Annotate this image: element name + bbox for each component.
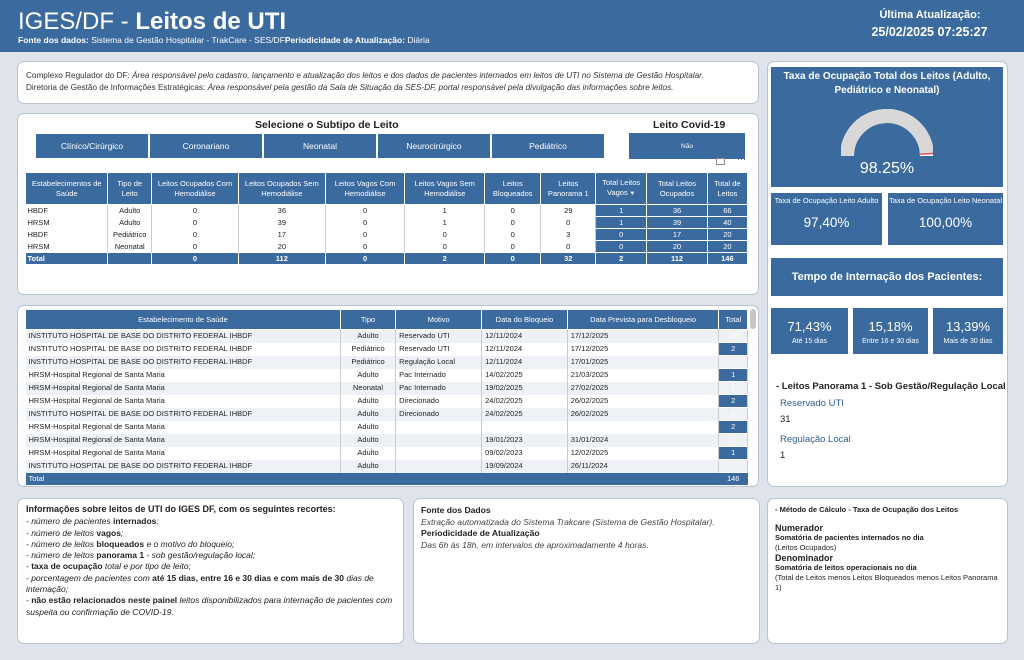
adult-occupancy-value: 97,40% <box>803 215 850 230</box>
table-cell: 20 <box>707 229 747 241</box>
beds-col-header[interactable]: Leitos Vagos Com Hemodiálise <box>325 173 405 205</box>
table-row <box>26 395 748 408</box>
stay-label: Mais de 30 dias <box>943 338 993 345</box>
table-cell: 0 <box>485 205 541 217</box>
stay-over-30-card <box>933 308 1003 354</box>
notes-text: internados <box>112 516 157 527</box>
blocked-col-header[interactable]: Estabelecimento de Saúde <box>26 310 341 330</box>
method-title: - Método de Cálculo - Taxa de Ocupação dos Leitos <box>775 505 959 514</box>
table-cell: HBDF <box>26 229 108 241</box>
beds-col-header[interactable]: Total Leitos Vagos ▼ <box>596 173 647 205</box>
table-cell: 0 <box>405 229 485 241</box>
table-row <box>26 229 748 241</box>
notes-title: Informações sobre leitos de UTI do IGES DF, com os seguintes recortes: <box>26 504 336 514</box>
blocked-col-header[interactable]: Total <box>719 310 748 330</box>
table-cell: 40 <box>707 217 747 229</box>
blocked-col-header[interactable]: Data do Bloqueio <box>482 310 568 330</box>
table-cell: 21/03/2025 <box>567 369 719 382</box>
table-cell: 3 <box>541 229 596 241</box>
table-cell <box>567 421 719 434</box>
table-row <box>26 408 748 421</box>
table-cell: 29 <box>541 205 596 217</box>
table-cell: Adulto <box>108 205 152 217</box>
notes-line <box>26 550 395 561</box>
neonatal-occupancy-card <box>888 193 1003 245</box>
table-row <box>26 421 748 434</box>
table-cell: 112 <box>647 253 708 265</box>
last-update-value: 25/02/2025 07:25:27 <box>871 25 988 39</box>
notes-text: - número de leitos <box>26 527 97 538</box>
table-cell: Adulto <box>340 330 395 343</box>
occupancy-gauge <box>841 100 933 160</box>
table-cell: 2 <box>405 253 485 265</box>
tab-pediatrico[interactable]: Pediátrico <box>491 133 605 159</box>
table-cell: 20 <box>647 241 708 253</box>
notes-text: - sob gestão/regulação local; <box>144 550 256 561</box>
table-cell: 0 <box>151 205 238 217</box>
table-cell: 2 <box>719 408 748 421</box>
table-cell: 19/01/2023 <box>482 434 568 447</box>
beds-col-header[interactable]: Leitos Ocupados Sem Hemodiálise <box>238 173 325 205</box>
numerator-sub: (Leitos Ocupados) <box>775 543 837 552</box>
panorama-reserved-value: 31 <box>780 414 791 425</box>
notes-text: - número de leitos <box>26 538 97 549</box>
table-cell: 36 <box>647 205 708 217</box>
total-occupancy-title: Taxa de Ocupação Total dos Leitos (Adulto, Pediátrico e Neonatal) <box>783 71 991 96</box>
table-cell: 17 <box>238 229 325 241</box>
table-row <box>26 460 748 473</box>
neonatal-occupancy-title: Taxa de Ocupação Leito Neonatal <box>889 196 1002 205</box>
table-cell: Neonatal <box>108 241 152 253</box>
table-cell: Adulto <box>340 421 395 434</box>
table-cell: INSTITUTO HOSPITAL DE BASE DO DISTRITO FEDERAL IHBDF <box>26 330 341 343</box>
neonatal-occupancy-value: 100,00% <box>918 215 973 230</box>
total-occupancy-value: 98.25% <box>859 160 915 177</box>
table-cell: INSTITUTO HOSPITAL DE BASE DO DISTRITO FEDERAL IHBDF <box>26 408 341 421</box>
notes-text: - número de pacientes <box>26 516 113 527</box>
covid-filter-button[interactable]: Não <box>629 133 745 159</box>
table-cell: 0 <box>325 253 405 265</box>
table-cell: 1 <box>719 369 748 382</box>
table-cell: Total <box>26 473 719 486</box>
last-update-label: Última Atualização: <box>879 9 981 21</box>
table-cell: 17/12/2025 <box>567 343 719 356</box>
table-cell: 2 <box>719 421 748 434</box>
subtype-selector-title: Selecione o Subtipo de Leito <box>255 119 399 131</box>
notes-line <box>26 595 395 618</box>
notes-text: bloqueados <box>96 538 145 549</box>
table-cell: 1 <box>596 217 647 229</box>
table-cell: 1 <box>719 434 748 447</box>
table-cell: 19/09/2024 <box>482 460 568 473</box>
denominator-text: Somatória de leitos operacionais no dia <box>775 563 917 572</box>
stay-time-title: Tempo de Internação dos Pacientes: <box>771 258 1003 296</box>
notes-line <box>26 539 395 550</box>
notes-text: panorama 1 <box>96 550 145 561</box>
table-cell: 0 <box>151 229 238 241</box>
table-cell: 0 <box>325 217 405 229</box>
table-cell <box>396 447 482 460</box>
more-options-icon[interactable]: ··· <box>737 154 746 164</box>
tab-neurocirurgico[interactable]: Neurocirúrgico <box>377 133 491 159</box>
notes-text: - número de leitos <box>26 550 97 561</box>
beds-col-header[interactable]: Total de Leitos <box>707 173 747 205</box>
source-card <box>413 498 760 644</box>
table-cell: Adulto <box>340 395 395 408</box>
table-cell: 1 <box>719 356 748 369</box>
table-cell: 146 <box>707 253 747 265</box>
table-total-row <box>26 253 748 265</box>
adult-occupancy-card <box>771 193 882 245</box>
notes-text: total e por tipo de leito; <box>102 561 191 572</box>
info-box: Complexo Regulador do DF: Área responsável pelo cadastro, lançamento e atualização dos leitos e dos dados de pacientes internados em leitos de UTI no Sistema de Gestão Hospitalar. Diretoria de Gestão de Informações Estratégicas: Área responsável pela gestão da Sala de Situação da SES-DF, portal responsável pela divulgação das informações sobre leitos. <box>17 61 759 104</box>
table-cell: 0 <box>151 253 238 265</box>
notes-card <box>17 498 404 644</box>
table-row <box>26 369 748 382</box>
table-cell: 12/11/2024 <box>482 356 568 369</box>
table-cell: HRSM-Hospital Regional de Santa Maria <box>26 382 341 395</box>
table-row <box>26 382 748 395</box>
table-cell: 17 <box>647 229 708 241</box>
notes-text: - <box>26 561 32 572</box>
table-cell <box>482 421 568 434</box>
table-cell: INSTITUTO HOSPITAL DE BASE DO DISTRITO FEDERAL IHBDF <box>26 460 341 473</box>
table-cell: 12/11/2024 <box>482 330 568 343</box>
table-cell: 12/11/2024 <box>482 343 568 356</box>
table-cell: 146 <box>719 473 748 486</box>
table-cell: Pac Internado <box>396 369 482 382</box>
table-cell: 0 <box>485 229 541 241</box>
table-cell: 36 <box>238 205 325 217</box>
panorama-reserved-label: Reservado UTI <box>780 398 844 409</box>
table-cell: Reservado UTI <box>396 330 482 343</box>
table-cell: 0 <box>596 229 647 241</box>
blocked-col-header[interactable]: Data Prevista para Desbloqueio <box>567 310 719 330</box>
panorama-local-label: Regulação Local <box>780 434 851 445</box>
notes-text: taxa de ocupação <box>31 561 103 572</box>
table-cell: 19/02/2025 <box>482 382 568 395</box>
table-cell: HRSM-Hospital Regional de Santa Maria <box>26 447 341 460</box>
table-cell: 0 <box>151 241 238 253</box>
table-row <box>26 434 748 447</box>
notes-line <box>26 561 395 572</box>
tab-neonatal[interactable]: Neonatal <box>263 133 377 159</box>
notes-text: ; <box>156 516 159 527</box>
table-cell: 1 <box>405 217 485 229</box>
table-cell: 29 <box>719 330 748 343</box>
table-cell: 26/02/2025 <box>567 395 719 408</box>
adult-occupancy-title: Taxa de Ocupação Leito Adulto <box>774 196 879 205</box>
panorama-title: - Leitos Panorama 1 - Sob Gestão/Regulação Local <box>776 381 1006 392</box>
table-scrollbar[interactable] <box>750 309 756 329</box>
beds-col-header[interactable]: Tipo de Leito <box>108 173 152 205</box>
table-cell: 39 <box>647 217 708 229</box>
notes-text: dias de internação; <box>26 572 374 595</box>
table-cell: 17/12/2025 <box>567 330 719 343</box>
table-cell: HRSM-Hospital Regional de Santa Maria <box>26 434 341 447</box>
beds-col-header[interactable]: Leitos Ocupados Com Hemodiálise <box>151 173 238 205</box>
table-cell: 26/11/2024 <box>567 460 719 473</box>
table-cell: 0 <box>541 241 596 253</box>
table-cell: 17/01/2025 <box>567 356 719 369</box>
table-cell: 24/02/2025 <box>482 408 568 421</box>
table-cell: Direcionado <box>396 408 482 421</box>
focus-mode-icon[interactable] <box>716 158 725 165</box>
notes-text: - porcentagem de pacientes com <box>26 572 153 583</box>
table-cell: 1 <box>719 460 748 473</box>
stay-16-30-card <box>853 308 928 354</box>
table-cell: Neonatal <box>340 382 395 395</box>
tab-clinico-cirurgico[interactable]: Clínico/Cirúrgico <box>35 133 149 159</box>
table-cell: HRSM-Hospital Regional de Santa Maria <box>26 421 341 434</box>
table-cell: 1 <box>719 447 748 460</box>
table-cell: 0 <box>325 241 405 253</box>
table-cell: Pediátrico <box>340 356 395 369</box>
table-cell: Pediátrico <box>108 229 152 241</box>
table-row <box>26 241 748 253</box>
table-cell: 14/02/2025 <box>482 369 568 382</box>
table-cell: 31/01/2024 <box>567 434 719 447</box>
notes-line <box>26 516 395 527</box>
table-cell: HRSM-Hospital Regional de Santa Maria <box>26 395 341 408</box>
table-cell: HBDF <box>26 205 108 217</box>
table-cell: 2 <box>719 343 748 356</box>
table-cell: Adulto <box>108 217 152 229</box>
table-cell: 39 <box>238 217 325 229</box>
table-cell: Pediátrico <box>340 343 395 356</box>
beds-col-header[interactable]: Total Leitos Ocupados <box>647 173 708 205</box>
beds-col-header[interactable]: Leitos Panorama 1 <box>541 173 596 205</box>
table-cell: 1 <box>596 205 647 217</box>
notes-line <box>26 573 395 596</box>
method-card <box>767 498 1008 644</box>
table-cell: Adulto <box>340 447 395 460</box>
table-row <box>26 447 748 460</box>
notes-text: não estão relacionados neste painel <box>31 595 178 606</box>
table-row <box>26 330 748 343</box>
header-bar <box>0 0 1024 52</box>
table-cell: Adulto <box>340 434 395 447</box>
table-row <box>26 343 748 356</box>
table-total-row <box>26 473 748 486</box>
table-cell: 0 <box>485 253 541 265</box>
page-title: IGES/DF - Leitos de UTI <box>18 8 287 35</box>
table-cell: 66 <box>707 205 747 217</box>
table-cell: 112 <box>238 253 325 265</box>
table-cell: INSTITUTO HOSPITAL DE BASE DO DISTRITO FEDERAL IHBDF <box>26 356 341 369</box>
table-cell: Adulto <box>340 408 395 421</box>
table-cell: Total <box>26 253 108 265</box>
covid-title: Leito Covid-19 <box>653 119 726 131</box>
stay-label: Até 15 dias <box>791 338 828 345</box>
table-cell: 0 <box>325 229 405 241</box>
numerator-title: Numerador <box>775 523 824 533</box>
table-cell: 20 <box>238 241 325 253</box>
table-cell: Reservado UTI <box>396 343 482 356</box>
notes-text: vagos <box>96 527 121 538</box>
stay-value: 71,43% <box>787 319 832 334</box>
table-cell: 32 <box>541 253 596 265</box>
notes-text: - <box>26 595 32 606</box>
source-text: Extração automatizada do Sistema Trakcare (Sistema de Gestão Hospitalar). <box>421 516 715 527</box>
table-cell: 0 <box>325 205 405 217</box>
table-cell: Pac Internado <box>396 382 482 395</box>
table-cell: 24/02/2025 <box>482 395 568 408</box>
table-row <box>26 217 748 229</box>
blocked-col-header[interactable]: Tipo <box>340 310 395 330</box>
table-cell: 09/02/2023 <box>482 447 568 460</box>
data-source-line: Fonte dos dados: Sistema de Gestão Hospitalar - TrakCare - SES/DFPeriodicidade de Atualização: Diária <box>18 35 430 45</box>
numerator-text: Somatória de pacientes internados no dia <box>775 533 924 542</box>
table-cell <box>396 460 482 473</box>
table-cell: HRSM <box>26 217 108 229</box>
stay-label: Entre 16 e 30 dias <box>862 338 919 345</box>
table-cell <box>396 421 482 434</box>
table-cell: 1 <box>405 205 485 217</box>
table-cell: 0 <box>485 217 541 229</box>
table-cell: Direcionado <box>396 395 482 408</box>
table-cell: 12/02/2025 <box>567 447 719 460</box>
table-cell: 0 <box>151 217 238 229</box>
beds-col-header[interactable]: Leitos Bloqueados <box>485 173 541 205</box>
table-cell: 26/02/2025 <box>567 408 719 421</box>
table-cell: 0 <box>405 241 485 253</box>
stay-value: 13,39% <box>945 319 991 334</box>
panorama-local-value: 1 <box>780 450 786 461</box>
notes-text: leitos disponibilizados para internação de pacientes com suspeita ou confirmação de COVID-19. <box>26 595 393 617</box>
tab-coronariano[interactable]: Coronariano <box>149 133 263 159</box>
table-cell: 0 <box>485 241 541 253</box>
table-cell: INSTITUTO HOSPITAL DE BASE DO DISTRITO FEDERAL IHBDF <box>26 343 341 356</box>
blocked-beds-table <box>25 309 748 485</box>
table-cell: 20 <box>707 241 747 253</box>
table-cell <box>108 253 152 265</box>
source-title: Fonte dos Dados <box>421 505 491 515</box>
notes-text: e o motivo do bloqueio; <box>144 538 235 549</box>
table-cell: 2 <box>596 253 647 265</box>
blocked-col-header[interactable]: Motivo <box>396 310 482 330</box>
table-cell: HRSM-Hospital Regional de Santa Maria <box>26 369 341 382</box>
period-text: Das 6h às 18h, em intervalos de aproximadamente 4 horas. <box>421 539 649 550</box>
table-cell <box>396 434 482 447</box>
beds-col-header[interactable]: Leitos Vagos Sem Hemodiálise <box>405 173 485 205</box>
denominator-title: Denominador <box>775 553 834 563</box>
table-row <box>26 205 748 217</box>
table-cell: Adulto <box>340 460 395 473</box>
table-cell: 0 <box>541 217 596 229</box>
notes-text: ; <box>120 527 124 538</box>
beds-col-header[interactable]: Estabelecimentos de Saúde <box>26 173 108 205</box>
table-cell: HRSM <box>26 241 108 253</box>
table-cell: 1 <box>719 382 748 395</box>
table-row <box>26 356 748 369</box>
stay-up-to-15-card <box>771 308 848 354</box>
sort-desc-icon[interactable]: ▼ <box>627 191 636 197</box>
table-cell: Adulto <box>340 369 395 382</box>
notes-line <box>26 528 395 539</box>
denominator-sub: (Total de Leitos menos Leitos Bloqueados menos Leitos Panorama 1) <box>775 573 998 592</box>
notes-text: até 15 dias, entre 16 e 30 dias e com mais de 30 <box>152 572 344 583</box>
stay-value: 15,18% <box>868 319 913 334</box>
table-cell: 2 <box>719 395 748 408</box>
table-cell: 27/02/2025 <box>567 382 719 395</box>
table-cell: Regulação Local <box>396 356 482 369</box>
beds-table <box>25 172 748 264</box>
table-cell: 0 <box>596 241 647 253</box>
period-title: Periodicidade de Atualização <box>421 528 540 538</box>
